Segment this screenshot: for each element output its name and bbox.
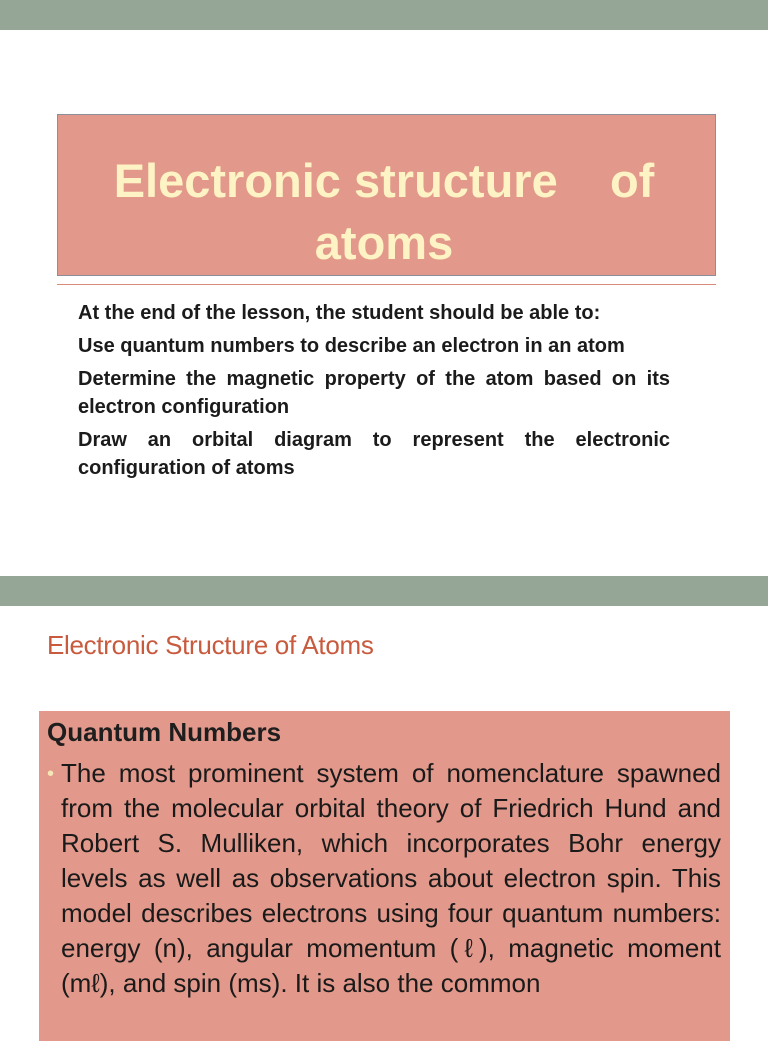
objective-item: Determine the magnetic property of the atom based on its electron configuration [78, 368, 670, 418]
quantum-numbers-box [39, 711, 730, 1041]
quantum-numbers-heading: Quantum Numbers [47, 717, 282, 747]
slide2-title: Electronic Structure of Atoms [47, 630, 374, 660]
slide-title [0, 150, 768, 274]
objective-item: Use quantum numbers to describe an electron in an atom [78, 335, 625, 357]
quantum-numbers-text: The most prominent system of nomenclature spawned from the molecular orbital theory of Friedrich Hund and Robert S. Mulliken, which incorporates Bohr energy levels as well as observations about electron spin. This model describes electrons using four quantum numbers: energy (n), angular momentum (ℓ), magnetic moment (mℓ), and spin (ms). It is also the common [61, 758, 721, 998]
slide-top-band [0, 0, 768, 30]
objectives-list [78, 299, 670, 487]
slide-title-line-2: atoms [314, 216, 454, 269]
slide-title-line-1: Electronic structure of [113, 154, 655, 207]
objective-item: At the end of the lesson, the student should be able to: [78, 302, 601, 324]
title-divider [57, 284, 716, 285]
slide-divider-band [0, 576, 768, 606]
objective-item: Draw an orbital diagram to represent the electronic configuration of atoms [78, 429, 670, 479]
bullet-icon: • [47, 763, 55, 785]
